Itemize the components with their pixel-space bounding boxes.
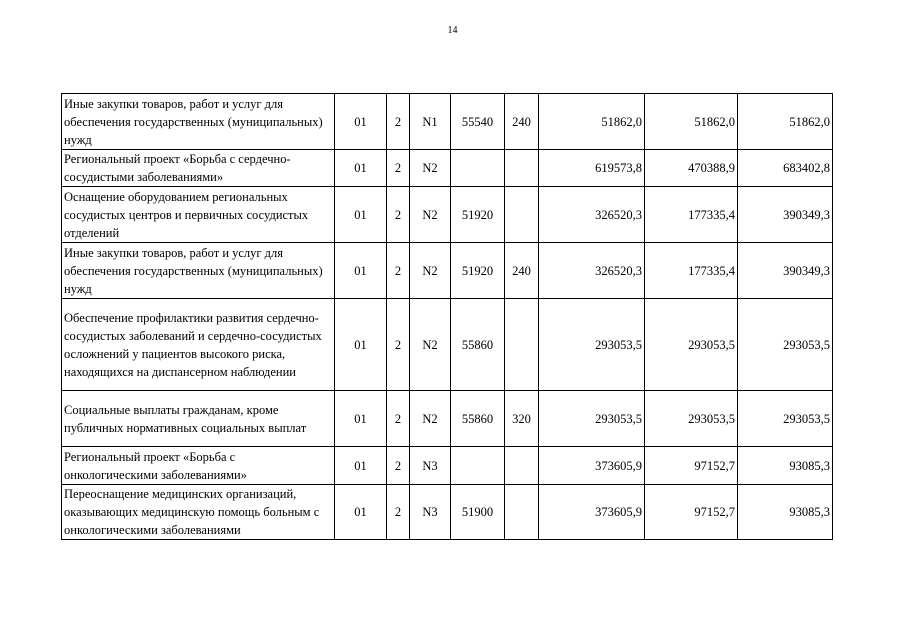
amount-year-1: 293053,5 <box>539 391 645 447</box>
amount-year-1: 293053,5 <box>539 299 645 391</box>
amount-year-3: 390349,3 <box>738 187 833 243</box>
section-code: 2 <box>387 447 410 485</box>
ministry-code: 01 <box>335 391 387 447</box>
amount-year-1: 619573,8 <box>539 150 645 187</box>
row-name: Социальные выплаты гражданам, кроме публичных нормативных социальных выплат <box>62 391 335 447</box>
expense-type-code <box>505 187 539 243</box>
budget-table <box>61 93 833 540</box>
row-name: Оснащение оборудованием региональных сосудистых центров и первичных сосудистых отделений <box>62 187 335 243</box>
section-code: 2 <box>387 94 410 150</box>
program-code: N2 <box>410 187 451 243</box>
program-code: N2 <box>410 243 451 299</box>
section-code: 2 <box>387 391 410 447</box>
program-code: N1 <box>410 94 451 150</box>
amount-year-2: 293053,5 <box>645 391 738 447</box>
table-row <box>62 94 833 150</box>
expense-type-code <box>505 299 539 391</box>
program-code: N2 <box>410 299 451 391</box>
section-code: 2 <box>387 243 410 299</box>
ministry-code: 01 <box>335 299 387 391</box>
direction-code: 51900 <box>451 485 505 540</box>
amount-year-2: 470388,9 <box>645 150 738 187</box>
amount-year-2: 177335,4 <box>645 187 738 243</box>
section-code: 2 <box>387 299 410 391</box>
direction-code: 51920 <box>451 187 505 243</box>
table-row <box>62 447 833 485</box>
row-name: Региональный проект «Борьба с сердечно-сосудистыми заболеваниями» <box>62 150 335 187</box>
direction-code <box>451 150 505 187</box>
program-code: N2 <box>410 150 451 187</box>
amount-year-2: 293053,5 <box>645 299 738 391</box>
amount-year-2: 97152,7 <box>645 485 738 540</box>
amount-year-2: 97152,7 <box>645 447 738 485</box>
row-name: Региональный проект «Борьба с онкологическими заболеваниями» <box>62 447 335 485</box>
program-code: N3 <box>410 485 451 540</box>
ministry-code: 01 <box>335 150 387 187</box>
ministry-code: 01 <box>335 94 387 150</box>
table-row <box>62 299 833 391</box>
ministry-code: 01 <box>335 243 387 299</box>
ministry-code: 01 <box>335 447 387 485</box>
direction-code: 55860 <box>451 299 505 391</box>
amount-year-3: 293053,5 <box>738 391 833 447</box>
amount-year-1: 373605,9 <box>539 447 645 485</box>
row-name: Переоснащение медицинских организаций, оказывающих медицинскую помощь больным с онкологическими заболеваниями <box>62 485 335 540</box>
row-name: Обеспечение профилактики развития сердечно-сосудистых заболеваний и сердечно-сосудистых осложнений у пациентов высокого риска, находящихся на диспансерном наблюдении <box>62 299 335 391</box>
amount-year-1: 326520,3 <box>539 243 645 299</box>
ministry-code: 01 <box>335 187 387 243</box>
row-name: Иные закупки товаров, работ и услуг для обеспечения государственных (муниципальных) нужд <box>62 243 335 299</box>
direction-code: 55860 <box>451 391 505 447</box>
program-code: N3 <box>410 447 451 485</box>
expense-type-code: 240 <box>505 94 539 150</box>
section-code: 2 <box>387 187 410 243</box>
amount-year-1: 51862,0 <box>539 94 645 150</box>
section-code: 2 <box>387 485 410 540</box>
amount-year-1: 373605,9 <box>539 485 645 540</box>
row-name: Иные закупки товаров, работ и услуг для обеспечения государственных (муниципальных) нужд <box>62 94 335 150</box>
amount-year-3: 93085,3 <box>738 485 833 540</box>
amount-year-3: 51862,0 <box>738 94 833 150</box>
direction-code <box>451 447 505 485</box>
expense-type-code: 320 <box>505 391 539 447</box>
amount-year-2: 51862,0 <box>645 94 738 150</box>
ministry-code: 01 <box>335 485 387 540</box>
table-row <box>62 150 833 187</box>
amount-year-2: 177335,4 <box>645 243 738 299</box>
table-row <box>62 187 833 243</box>
page-number: 14 <box>447 25 458 36</box>
section-code: 2 <box>387 150 410 187</box>
program-code: N2 <box>410 391 451 447</box>
table-row <box>62 243 833 299</box>
table-row <box>62 391 833 447</box>
amount-year-3: 293053,5 <box>738 299 833 391</box>
expense-type-code <box>505 447 539 485</box>
expense-type-code <box>505 150 539 187</box>
expense-type-code <box>505 485 539 540</box>
amount-year-3: 390349,3 <box>738 243 833 299</box>
direction-code: 55540 <box>451 94 505 150</box>
table-row <box>62 485 833 540</box>
amount-year-1: 326520,3 <box>539 187 645 243</box>
direction-code: 51920 <box>451 243 505 299</box>
amount-year-3: 683402,8 <box>738 150 833 187</box>
expense-type-code: 240 <box>505 243 539 299</box>
amount-year-3: 93085,3 <box>738 447 833 485</box>
